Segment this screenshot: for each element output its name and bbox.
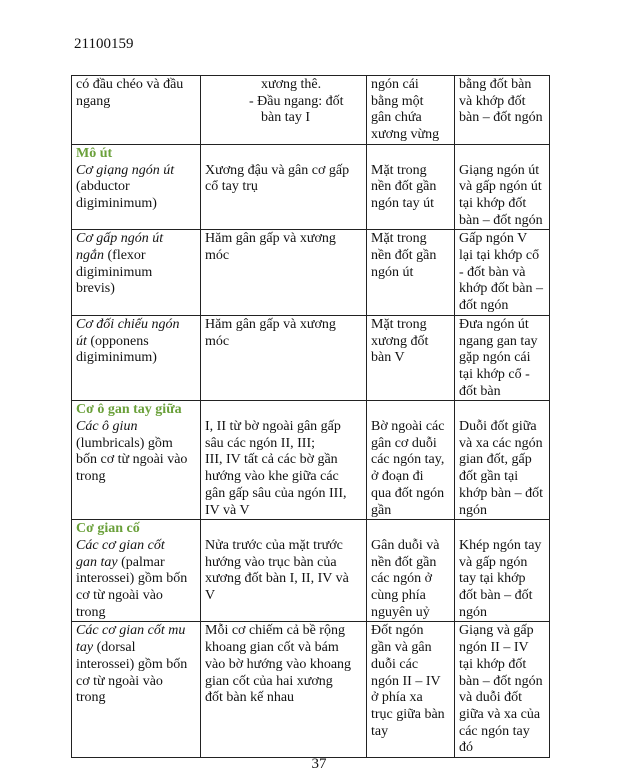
action-cell: Duỗi đốt giữa và xa các ngón gian đốt, gấp đốt gần tại khớp bàn – đốt ngón bbox=[455, 401, 550, 520]
table-row bbox=[72, 315, 550, 401]
origin-cell: Hăm gân gấp và xương móc bbox=[201, 230, 367, 316]
origin-cell: Hăm gân gấp và xương móc bbox=[201, 315, 367, 401]
table-row bbox=[72, 76, 550, 145]
document-id: 21100159 bbox=[74, 36, 134, 52]
muscle-cell: Cơ ô gan tay giữa Các ô giun (lumbricals) gồm bốn cơ từ ngoài vào trong bbox=[72, 401, 201, 520]
table-row bbox=[72, 520, 550, 622]
table-row bbox=[72, 230, 550, 316]
action-cell: bằng đốt bàn và khớp đốt bàn – đốt ngón bbox=[455, 76, 550, 145]
origin-cell: Mỗi cơ chiếm cả bề rộng khoang gian cốt và bám vào bờ hướng vào khoang gian cốt của hai xương đốt bàn kế nhau bbox=[201, 622, 367, 758]
group-heading: Cơ gian cố bbox=[76, 521, 140, 537]
table-row bbox=[72, 622, 550, 758]
action-cell: Giạng và gấp ngón II – IV tại khớp đốt bàn – đốt ngón và duỗi đốt giữa và xa của các ngón tay đó bbox=[455, 622, 550, 758]
action-cell: Khép ngón tay và gấp ngón tay tại khớp đốt bàn – đốt ngón bbox=[455, 520, 550, 622]
muscle-cell: Cơ gian cố Các cơ gian cốt gan tay (palmar interossei) gồm bốn cơ từ ngoài vào trong bbox=[72, 520, 201, 622]
insertion-cell: Mặt trong nền đốt gần ngón út bbox=[367, 230, 455, 316]
group-heading: Mô út bbox=[76, 145, 113, 161]
insertion-cell: Đốt ngón gần và gân duỗi các ngón II – IV ở phía xa trục giữa bàn tay bbox=[367, 622, 455, 758]
table-row bbox=[72, 144, 550, 230]
muscle-cell: Các cơ gian cốt mu tay (dorsal interossei) gồm bốn cơ từ ngoài vào trong bbox=[72, 622, 201, 758]
origin-cell: Nửa trước của mặt trước hướng vào trục bàn của xương đốt bàn I, II, IV và V bbox=[201, 520, 367, 622]
origin-cell: xương thê. - Đầu ngang: đốt bàn tay I bbox=[201, 76, 367, 145]
action-cell: Gấp ngón V lại tại khớp cổ - đốt bàn và khớp đốt bàn – đốt ngón bbox=[455, 230, 550, 316]
table-row bbox=[72, 401, 550, 520]
muscle-table bbox=[71, 75, 550, 758]
insertion-cell: Mặt trong xương đốt bàn V bbox=[367, 315, 455, 401]
action-cell: Giạng ngón út và gấp ngón út tại khớp đốt bàn – đốt ngón bbox=[455, 144, 550, 230]
origin-cell: I, II từ bờ ngoài gân gấp sâu các ngón II, III; III, IV tất cả các bờ gần hướng vào khe giữa các gân gấp sâu của ngón III, IV và V bbox=[201, 401, 367, 520]
muscle-cell: Cơ gấp ngón út ngắn (flexor digiminimum brevis) bbox=[72, 230, 201, 316]
insertion-cell: ngón cái bằng một gân chứa xương vừng bbox=[367, 76, 455, 145]
insertion-cell: Bờ ngoài các gân cơ duỗi các ngón tay, ở đoạn đi qua đốt ngón gần bbox=[367, 401, 455, 520]
group-heading: Cơ ô gan tay giữa bbox=[76, 402, 182, 418]
muscle-cell: Mô út Cơ giạng ngón út (abductor digiminimum) bbox=[72, 144, 201, 230]
insertion-cell: Mặt trong nền đốt gần ngón tay út bbox=[367, 144, 455, 230]
insertion-cell: Gân duỗi và nền đốt gần các ngón ở cùng phía nguyên uỷ bbox=[367, 520, 455, 622]
muscle-cell: Cơ đối chiếu ngón út (opponens digiminimum) bbox=[72, 315, 201, 401]
action-cell: Đưa ngón út ngang gan tay gặp ngón cái tại khớp cổ - đốt bàn bbox=[455, 315, 550, 401]
muscle-cell: có đầu chéo và đầu ngang bbox=[72, 76, 201, 145]
origin-cell: Xương đậu và gân cơ gấp cổ tay trụ bbox=[201, 144, 367, 230]
page-number: 37 bbox=[311, 756, 327, 772]
